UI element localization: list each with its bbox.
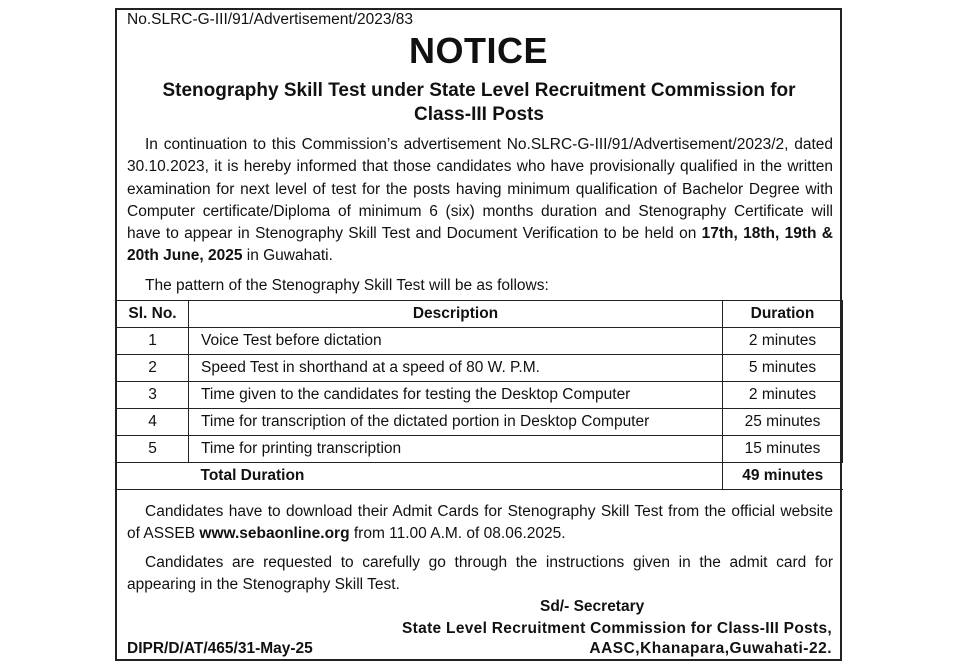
row-duration: 2 minutes	[723, 382, 843, 409]
table-row	[117, 409, 843, 436]
admit-card-paragraph	[127, 501, 833, 546]
pattern-intro: The pattern of the Stenography Skill Test will be as follows:	[145, 277, 549, 294]
notice-title: NOTICE	[408, 30, 548, 71]
row-description: Voice Test before dictation	[189, 328, 723, 355]
dipr-number: DIPR/D/AT/465/31-May-25	[127, 640, 313, 657]
instructions-paragraph: Candidates are requested to carefully go through the instructions given in the admit card for appearing in the Stenography Skill Test.	[127, 554, 833, 594]
reference-number: No.SLRC-G-III/91/Advertisement/2023/83	[127, 11, 414, 28]
row-duration: 5 minutes	[723, 355, 843, 382]
subject-line-1: Stenography Skill Test under State Level Recruitment Commission for	[162, 80, 796, 101]
header-sl-no: Sl. No.	[117, 301, 189, 328]
total-row	[117, 463, 843, 490]
total-sl-empty	[117, 463, 189, 490]
row-duration: 25 minutes	[723, 409, 843, 436]
admit-card-tail: from 11.00 A.M. of 08.06.2025.	[349, 525, 566, 543]
commission-name: State Level Recruitment Commission for Class-III Posts,	[402, 620, 832, 637]
test-pattern-table	[116, 300, 843, 490]
row-description: Time for transcription of the dictated portion in Desktop Computer	[189, 409, 723, 436]
table-row	[117, 355, 843, 382]
row-sl: 2	[117, 355, 189, 382]
table-header-row	[117, 301, 843, 328]
total-label: Total Duration	[189, 463, 723, 490]
row-duration: 2 minutes	[723, 328, 843, 355]
table-row	[117, 382, 843, 409]
admit-card-text: Candidates have to download their Admit Cards for Stenography Skill Test from the official website of ASSEB	[127, 503, 833, 543]
table-row	[117, 328, 843, 355]
test-dates: 17th, 18th, 19th & 20th June, 2025	[127, 225, 833, 265]
notice-subject	[128, 79, 830, 127]
subject-line-2: Class-III Posts	[414, 104, 544, 125]
row-sl: 5	[117, 436, 189, 463]
row-description: Time given to the candidates for testing the Desktop Computer	[189, 382, 723, 409]
table-row	[117, 436, 843, 463]
website-link[interactable]: www.sebaonline.org	[199, 525, 350, 543]
row-description: Time for printing transcription	[189, 436, 723, 463]
total-duration: 49 minutes	[723, 463, 843, 490]
row-sl: 3	[117, 382, 189, 409]
intro-tail: in Guwahati.	[242, 247, 333, 265]
signatory: Sd/- Secretary	[540, 598, 645, 615]
row-description: Speed Test in shorthand at a speed of 80 W. P.M.	[189, 355, 723, 382]
row-duration: 15 minutes	[723, 436, 843, 463]
intro-text: In continuation to this Commission’s advertisement No.SLRC-G-III/91/Advertisement/2023/2, dated 30.10.2023, it is hereby informed that those candidates who have provisionally qualified in the written examination for next level of test for the posts having minimum qualification of Bachelor Degree with Computer certificate/Diploma of minimum 6 (six) months duration and Stenography Certificate will have to appear in Stenography Skill Test and Document Verification to be held on	[127, 136, 833, 243]
row-sl: 1	[117, 328, 189, 355]
row-sl: 4	[117, 409, 189, 436]
header-duration: Duration	[723, 301, 843, 328]
intro-paragraph	[127, 134, 833, 268]
header-description: Description	[189, 301, 723, 328]
commission-address: AASC,Khanapara,Guwahati-22.	[589, 640, 832, 657]
